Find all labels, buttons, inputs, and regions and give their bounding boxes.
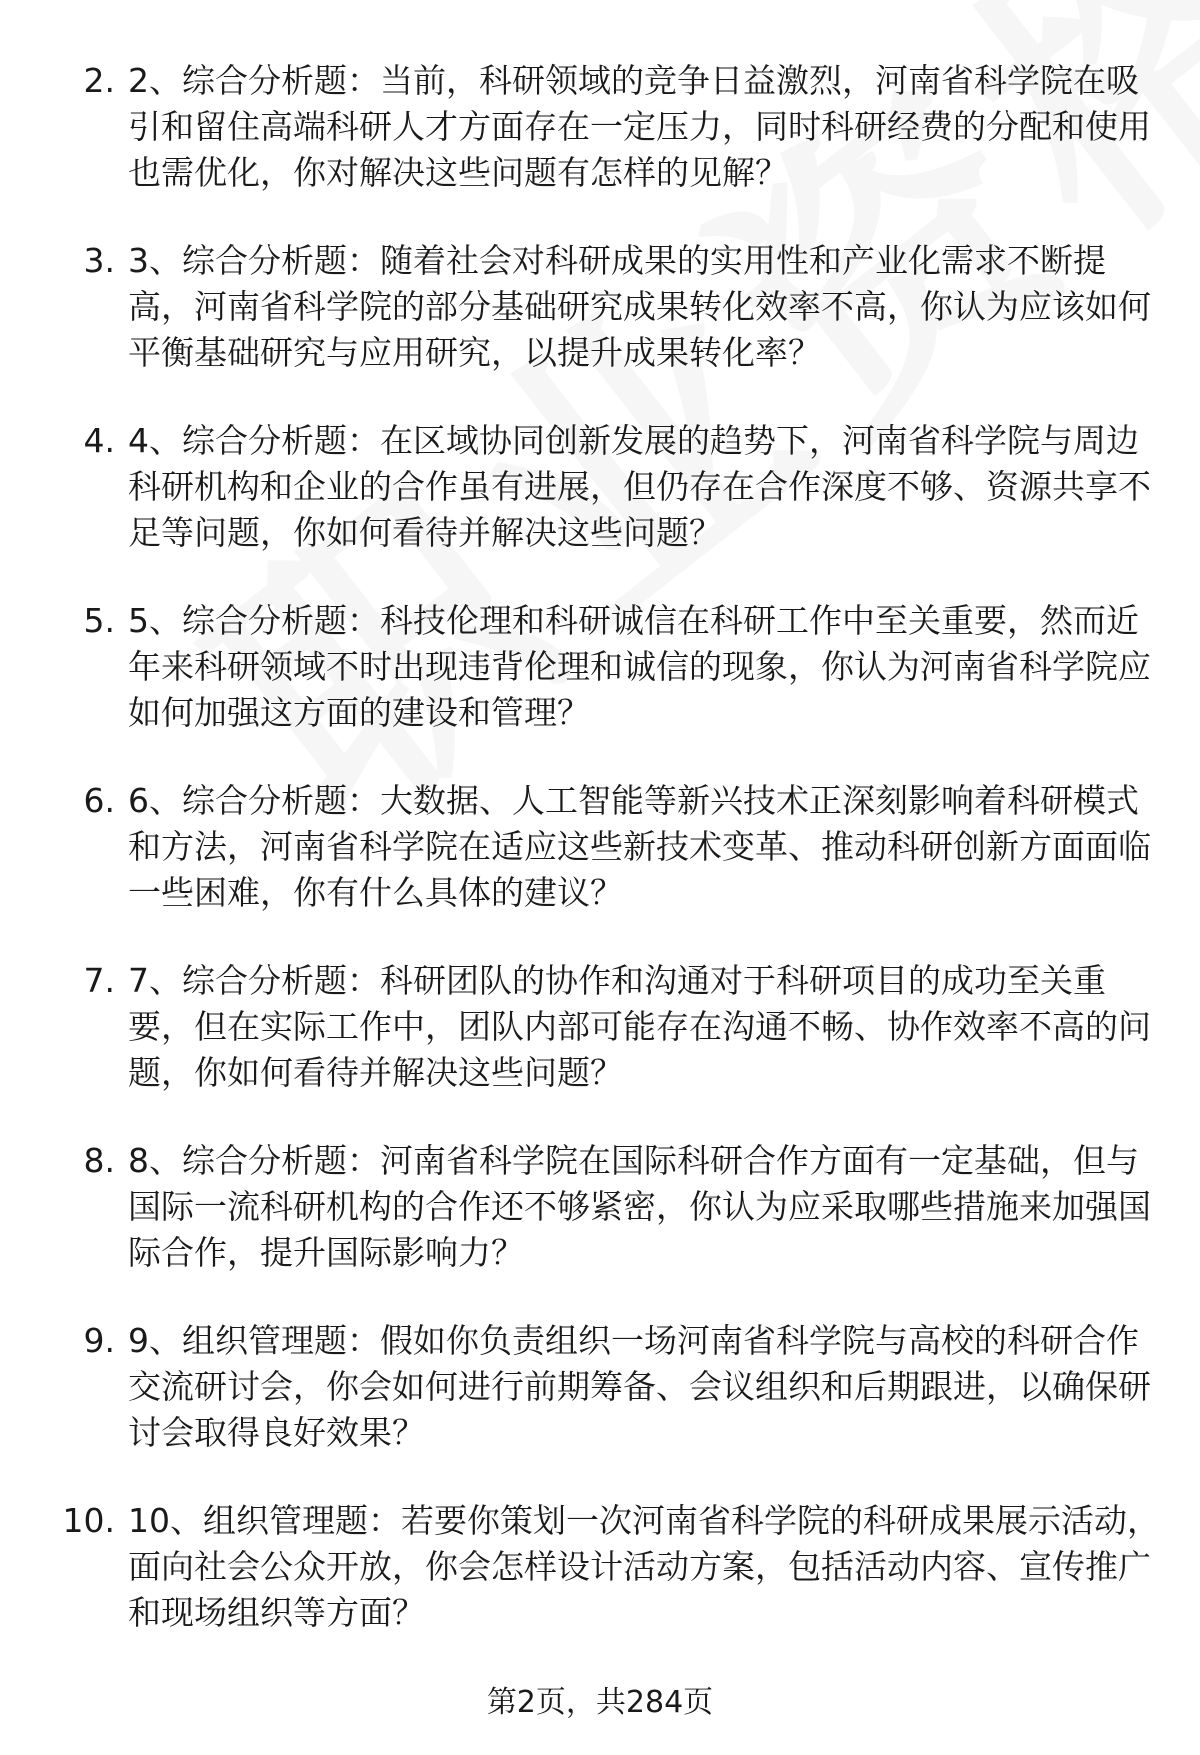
question-number: 8. — [83, 1141, 115, 1180]
list-item — [0, 1138, 1200, 1318]
question-list — [0, 58, 1200, 1678]
list-item — [0, 1498, 1200, 1678]
question-text: 7、综合分析题：科研团队的协作和沟通对于科研项目的成功至关重要，但在实际工作中，团队内部可能存在沟通不畅、协作效率不高的问题，你如何看待并解决这些问题？ — [128, 961, 1151, 1092]
page-number: 第2页，共284页 — [486, 1685, 714, 1720]
question-text: 9、组织管理题：假如你负责组织一场河南省科学院与高校的科研合作交流研讨会，你会如何进行前期筹备、会议组织和后期跟进，以确保研讨会取得良好效果？ — [128, 1321, 1151, 1452]
question-text: 3、综合分析题：随着社会对科研成果的实用性和产业化需求不断提高，河南省科学院的部分基础研究成果转化效率不高，你认为应该如何平衡基础研究与应用研究，以提升成果转化率？ — [128, 241, 1151, 372]
list-item — [0, 1318, 1200, 1498]
list-item — [0, 778, 1200, 958]
question-text: 10、组织管理题：若要你策划一次河南省科学院的科研成果展示活动，面向社会公众开放，你会怎样设计活动方案，包括活动内容、宣传推广和现场组织等方面？ — [128, 1501, 1160, 1632]
question-number: 2. — [83, 61, 115, 100]
list-item — [0, 598, 1200, 778]
question-text: 8、综合分析题：河南省科学院在国际科研合作方面有一定基础，但与国际一流科研机构的合作还不够紧密，你认为应采取哪些措施来加强国际合作，提升国际影响力？ — [128, 1141, 1151, 1272]
question-number: 6. — [83, 781, 115, 820]
question-number: 3. — [83, 241, 115, 280]
list-item — [0, 418, 1200, 598]
question-number: 4. — [83, 421, 115, 460]
question-text: 2、综合分析题：当前，科研领域的竞争日益激烈，河南省科学院在吸引和留住高端科研人才方面存在一定压力，同时科研经费的分配和使用也需优化，你对解决这些问题有怎样的见解？ — [128, 61, 1151, 192]
list-item — [0, 958, 1200, 1138]
question-text: 5、综合分析题：科技伦理和科研诚信在科研工作中至关重要，然而近年来科研领域不时出现违背伦理和诚信的现象，你认为河南省科学院应如何加强这方面的建设和管理？ — [128, 601, 1151, 732]
list-item — [0, 238, 1200, 418]
question-number: 7. — [83, 961, 115, 1000]
question-text: 4、综合分析题：在区域协同创新发展的趋势下，河南省科学院与周边科研机构和企业的合作虽有进展，但仍存在合作深度不够、资源共享不足等问题，你如何看待并解决这些问题？ — [128, 421, 1151, 552]
question-number: 9. — [83, 1321, 115, 1360]
question-text: 6、综合分析题：大数据、人工智能等新兴技术正深刻影响着科研模式和方法，河南省科学院在适应这些新技术变革、推动科研创新方面面临一些困难，你有什么具体的建议？ — [128, 781, 1151, 912]
list-item — [0, 58, 1200, 238]
question-number: 10. — [62, 1501, 115, 1540]
question-number: 5. — [83, 601, 115, 640]
